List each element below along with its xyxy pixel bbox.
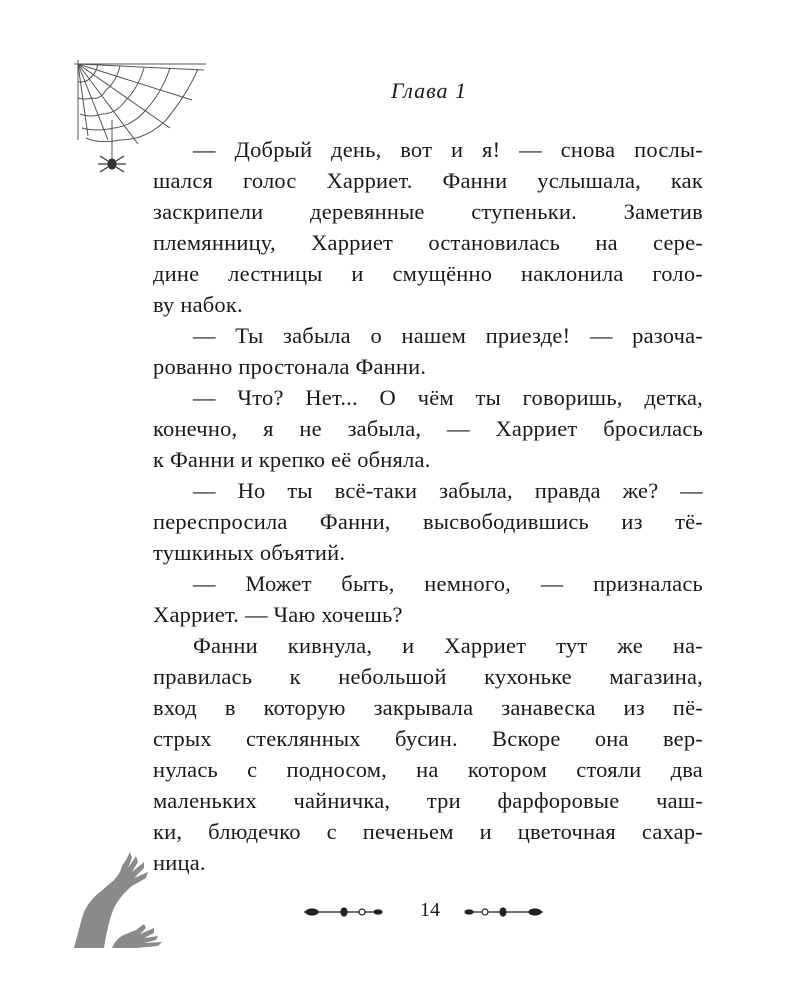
text-line: — Но ты всё-таки забыла, правда же? — xyxy=(193,478,703,503)
text-line: вход в которую закрывала занавеска из пё- xyxy=(153,695,703,720)
ghostly-hands-icon xyxy=(74,848,174,948)
text-line: Фанни кивнула, и Харриет тут же на- xyxy=(193,633,703,658)
text-line: стрых стеклянных бусин. Вскоре она вер- xyxy=(153,726,703,751)
ornament-right-icon xyxy=(463,905,545,919)
text-line: дине лестницы и смущённо наклонила голо- xyxy=(153,261,703,286)
text-line: конечно, я не забыла, — Харриет бросилась xyxy=(153,416,703,441)
paragraph xyxy=(153,568,703,630)
text-line: к Фанни и крепко её обняла. xyxy=(153,447,431,472)
text-line: — Может быть, немного, — призналась xyxy=(193,571,703,596)
text-line: нулась с подносом, на котором стояли два xyxy=(153,757,703,782)
text-line: тушкиных объятий. xyxy=(153,540,346,565)
text-line: племянницу, Харриет остановилась на сере- xyxy=(153,230,703,255)
text-line: — Добрый день, вот и я! — снова послы- xyxy=(193,137,703,162)
paragraph xyxy=(153,630,703,878)
paragraph xyxy=(153,382,703,475)
chapter-title: Глава 1 xyxy=(390,78,468,103)
paragraph xyxy=(153,320,703,382)
text-line: ница. xyxy=(153,850,206,875)
text-line: заскрипели деревянные ступеньки. Заметив xyxy=(153,199,703,224)
page-footer xyxy=(300,897,560,927)
text-line: правилась к небольшой кухоньке магазина, xyxy=(153,664,703,689)
paragraph xyxy=(153,475,703,568)
text-line: ки, блюдечко с печеньем и цветочная сахар- xyxy=(153,819,703,844)
text-line: — Что? Нет... О чём ты говоришь, детка, xyxy=(193,385,703,410)
body-text xyxy=(153,134,703,878)
text-line: маленьких чайничка, три фарфоровые чаш- xyxy=(153,788,703,813)
text-line: ву набок. xyxy=(153,292,243,317)
text-line: — Ты забыла о нашем приезде! — разоча- xyxy=(193,323,703,348)
text-line: рованно простонала Фанни. xyxy=(153,354,427,379)
text-line: Харриет. — Чаю хочешь? xyxy=(153,602,403,627)
page-number: 14 xyxy=(420,899,440,921)
text-line: переспросила Фанни, высвободившись из тё- xyxy=(153,509,703,534)
text-line: шался голос Харриет. Фанни услышала, как xyxy=(153,168,703,193)
paragraph xyxy=(153,134,703,320)
